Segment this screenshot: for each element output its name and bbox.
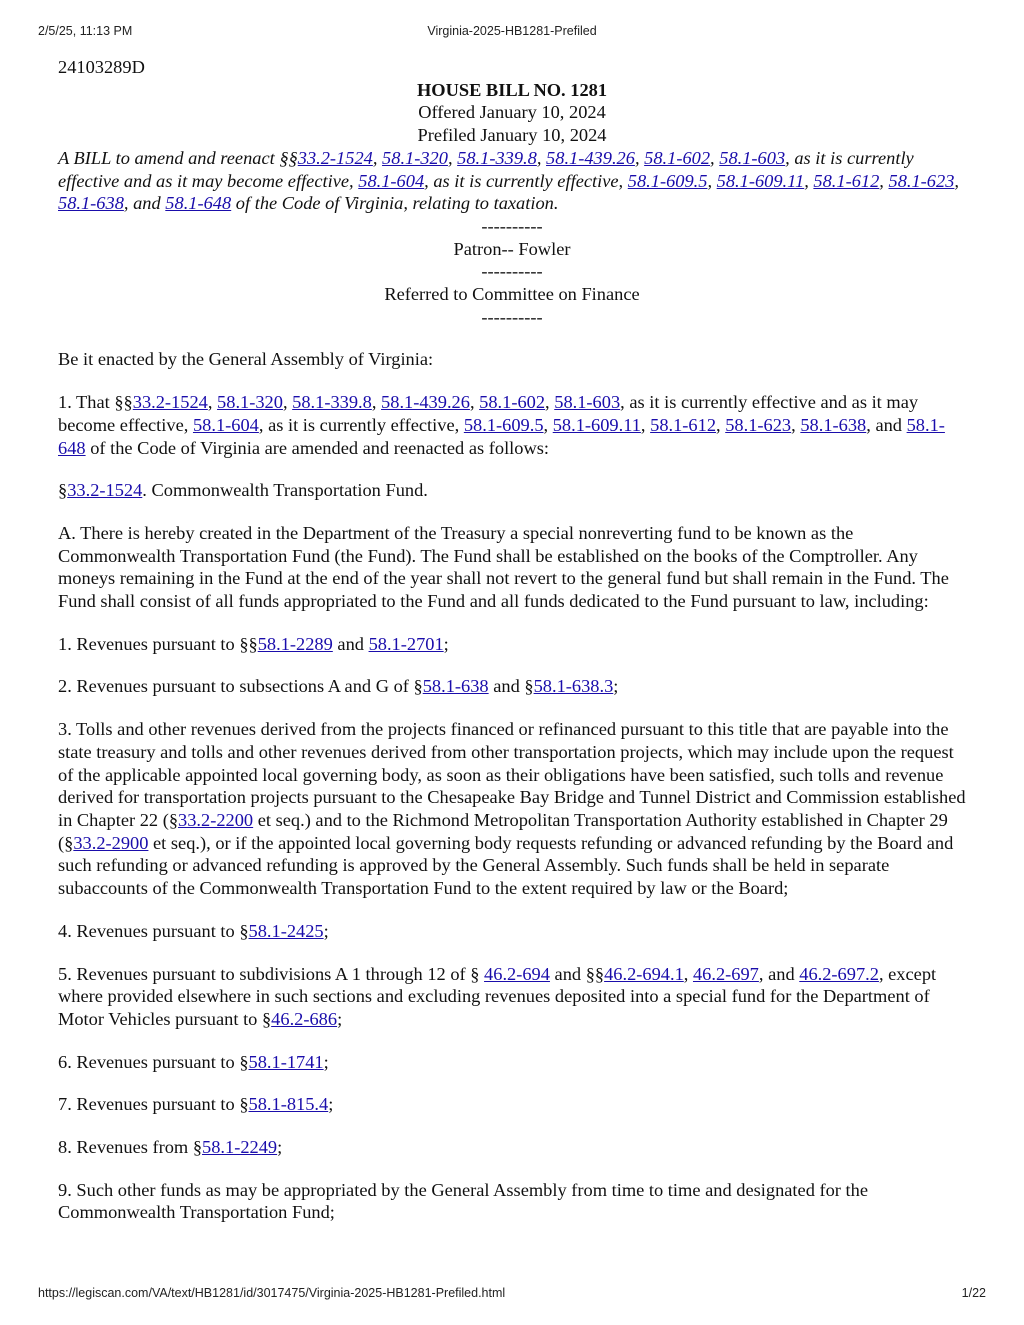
code-link[interactable]: 33.2-1524	[132, 392, 208, 413]
code-link[interactable]: 58.1-339.8	[457, 147, 537, 168]
code-link[interactable]: 46.2-694	[484, 963, 550, 984]
print-page-title: Virginia-2025-HB1281-Prefiled	[427, 24, 597, 38]
code-link[interactable]: 58.1-609.5	[627, 170, 708, 191]
code-link[interactable]: 33.2-1524	[297, 147, 373, 168]
code-link[interactable]: 58.1-648	[165, 193, 232, 214]
code-link[interactable]: 58.1-2701	[368, 633, 444, 654]
code-link[interactable]: 46.2-697	[692, 963, 759, 984]
code-link[interactable]: 58.1-604	[192, 414, 259, 435]
bill-title: A BILL to amend and reenact §§33.2-1524, 58.1-320, 58.1-339.8, 58.1-439.26, 58.1-602, 58.1-603, as it is currently effective and as it may become effective, 58.1-604, as it is currently effective, 58.1-609.5, 58.1-609.11, 58.1-612, 58.1-623, 58.1-638, and 58.1-648 of the Code of Virginia, relating to taxation.	[58, 147, 960, 214]
code-link[interactable]: 33.2-2900	[73, 832, 149, 853]
code-link[interactable]: 46.2-686	[271, 1008, 338, 1029]
list-item: 1. Revenues pursuant to §§58.1-2289 and 58.1-2701;	[58, 633, 449, 654]
code-link[interactable]: 58.1-638	[800, 414, 867, 435]
separator: ----------	[481, 261, 543, 282]
code-link[interactable]: 58.1-609.11	[716, 170, 805, 191]
list-item: 3. Tolls and other revenues derived from the projects financed or refinanced pursuant to this title that are payable into the state treasury and tolls and other revenues derived from other transportation projects, which may include upon the request of the applicable appointed local governing body, as soon as their obligations have been satisfied, such tolls and revenue derived for transportation projects pursuant to the Chesapeake Bay Bridge and Tunnel District and Commission established in Chapter 22 (§33.2-2200 et seq.) and to the Richmond Metropolitan Transportation Authority established in Chapter 29 (§33.2-2900 et seq.), or if the appointed local governing body requests refunding or advanced refunding by the Board and such refunding or advanced refunding is approved by the General Assembly. Such funds shall be held in separate subaccounts of the Commonwealth Transportation Fund to the extent required by law or the Board;	[58, 719, 966, 899]
code-link[interactable]: 58.1-609.5	[463, 414, 544, 435]
list-item: 8. Revenues from §58.1-2249;	[58, 1137, 283, 1158]
code-link[interactable]: 58.1-602	[644, 147, 711, 168]
print-url: https://legiscan.com/VA/text/HB1281/id/3017475/Virginia-2025-HB1281-Prefiled.html	[38, 1286, 506, 1300]
code-link[interactable]: 58.1-603	[719, 147, 786, 168]
code-link[interactable]: 58.1-638	[58, 193, 124, 214]
section-1-paragraph: 1. That §§33.2-1524, 58.1-320, 58.1-339.8, 58.1-439.26, 58.1-602, 58.1-603, as it is currently effective and as it may become effective, 58.1-604, as it is currently effective, 58.1-609.5, 58.1-609.11, 58.1-612, 58.1-623, 58.1-638, and 58.1-648 of the Code of Virginia are amended and reenacted as follows:	[58, 392, 945, 458]
section-heading: §33.2-1524. Commonwealth Transportation Fund.	[58, 480, 428, 501]
patron: Patron-- Fowler	[453, 238, 571, 259]
code-link[interactable]: 58.1-623	[888, 170, 955, 191]
code-link[interactable]: 58.1-320	[217, 392, 283, 413]
print-header	[38, 24, 986, 42]
code-link[interactable]: 58.1-439.26	[546, 147, 635, 168]
code-link[interactable]: 58.1-623	[725, 414, 792, 435]
code-link[interactable]: 58.1-609.11	[552, 414, 641, 435]
code-link[interactable]: 33.2-2200	[178, 809, 254, 830]
code-link[interactable]: 58.1-648	[58, 414, 945, 458]
code-link[interactable]: 58.1-602	[479, 392, 546, 413]
code-link[interactable]: 58.1-2425	[248, 920, 324, 941]
code-link[interactable]: 58.1-339.8	[292, 392, 372, 413]
enacting-clause: Be it enacted by the General Assembly of Virginia:	[58, 349, 434, 370]
code-link[interactable]: 58.1-2289	[257, 633, 333, 654]
code-link[interactable]: 58.1-320	[382, 147, 448, 168]
code-link[interactable]: 33.2-1524	[67, 480, 143, 501]
bill-document	[58, 56, 966, 1224]
code-link[interactable]: 46.2-697.2	[799, 963, 879, 984]
list-item: 6. Revenues pursuant to §58.1-1741;	[58, 1051, 329, 1072]
code-link[interactable]: 58.1-603	[554, 392, 621, 413]
print-footer	[38, 1286, 986, 1304]
code-link[interactable]: 58.1-612	[813, 170, 880, 191]
print-datetime: 2/5/25, 11:13 PM	[38, 24, 133, 38]
list-item: 7. Revenues pursuant to §58.1-815.4;	[58, 1094, 334, 1115]
code-link[interactable]: 58.1-604	[358, 170, 425, 191]
committee-referral: Referred to Committee on Finance	[384, 284, 640, 305]
offered-date: Offered January 10, 2024	[418, 102, 606, 123]
separator: ----------	[481, 306, 543, 327]
code-link[interactable]: 58.1-638.3	[533, 676, 614, 697]
list-item: 5. Revenues pursuant to subdivisions A 1 through 12 of § 46.2-694 and §§46.2-694.1, 46.2-697, and 46.2-697.2, except where provided elsewhere in such sections and excluding revenues deposited into a special fund for the Department of Motor Vehicles pursuant to §46.2-686;	[58, 963, 937, 1029]
code-link[interactable]: 46.2-694.1	[604, 963, 684, 984]
bill-heading: HOUSE BILL NO. 1281	[416, 79, 608, 100]
list-item: 9. Such other funds as may be appropriated by the General Assembly from time to time and designated for the Commonwealth Transportation Fund;	[58, 1179, 868, 1223]
code-link[interactable]: 58.1-439.26	[381, 392, 470, 413]
document-id: 24103289D	[58, 57, 145, 77]
prefiled-date: Prefiled January 10, 2024	[417, 125, 607, 146]
code-link[interactable]: 58.1-638	[422, 676, 489, 697]
list-item: 4. Revenues pursuant to §58.1-2425;	[58, 920, 329, 941]
code-link[interactable]: 58.1-2249	[202, 1137, 278, 1158]
subsection-a: A. There is hereby created in the Department of the Treasury a special nonreverting fund to be known as the Commonwealth Transportation Fund (the Fund). The Fund shall be established on the books of the Comptroller. Any moneys remaining in the Fund at the end of the year shall not revert to the general fund but shall remain in the Fund. The Fund shall consist of all funds appropriated to the Fund and all funds dedicated to the Fund pursuant to law, including:	[58, 522, 949, 612]
code-link[interactable]: 58.1-1741	[248, 1051, 324, 1072]
print-page-number: 1/22	[961, 1286, 986, 1300]
code-link[interactable]: 58.1-815.4	[248, 1094, 329, 1115]
separator: ----------	[481, 215, 543, 236]
code-link[interactable]: 58.1-612	[650, 414, 717, 435]
list-item: 2. Revenues pursuant to subsections A and G of §58.1-638 and §58.1-638.3;	[58, 676, 619, 697]
